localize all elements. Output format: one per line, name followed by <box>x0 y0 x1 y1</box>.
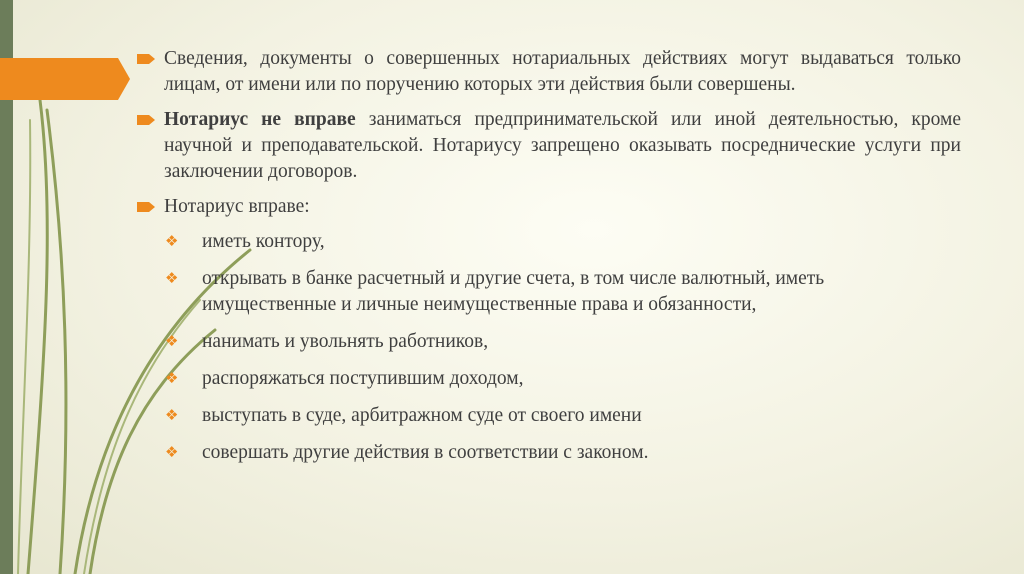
sub-bullet <box>135 366 961 392</box>
bullet-text: Сведения, документы о совершенных нотариальных действиях могут выдаваться только лицам, от имени или по поручению которых эти действия были совершены. <box>164 48 961 95</box>
diamond-cluster-icon: ❖ <box>165 232 177 250</box>
arrow-bullet-icon <box>137 54 155 64</box>
sub-bullet <box>135 403 961 429</box>
diamond-cluster-icon: ❖ <box>165 443 177 461</box>
sub-bullet-text: открывать в банке расчетный и другие счета, в том числе валютный, иметь имущественные и личные неимущественные права и обязанности, <box>202 268 825 315</box>
diamond-cluster-icon: ❖ <box>165 369 177 387</box>
bullet-text: Нотариус вправе: <box>164 196 310 217</box>
sub-bullet <box>135 329 961 355</box>
sub-bullet <box>135 229 961 255</box>
sub-bullet <box>135 440 961 466</box>
bullet-notary-rights <box>135 194 961 220</box>
diamond-cluster-icon: ❖ <box>165 269 177 287</box>
slide-content <box>135 46 961 477</box>
bullet-notary-restrictions <box>135 107 961 185</box>
sub-bullet-text: нанимать и увольнять работников, <box>202 331 489 352</box>
diamond-cluster-icon: ❖ <box>165 332 177 350</box>
bullet-info-disclosure <box>135 46 961 98</box>
arrow-bullet-icon <box>137 202 155 212</box>
arrow-bullet-icon <box>137 115 155 125</box>
rights-sub-list <box>135 229 961 466</box>
diamond-cluster-icon: ❖ <box>165 406 177 424</box>
sub-bullet <box>135 266 961 318</box>
bullet-text: заниматься предпринимательской или иной деятельностью, кроме научной и преподавательской. Нотариусу запрещено оказывать посреднические услуги при заключении договоров. <box>164 109 961 182</box>
bullet-bold-lead: Нотариус не вправе <box>164 109 356 130</box>
accent-tab <box>0 58 130 100</box>
sub-bullet-text: выступать в суде, арбитражном суде от своего имени <box>202 405 642 426</box>
sub-bullet-text: иметь контору, <box>202 231 325 252</box>
sub-bullet-text: совершать другие действия в соответствии с законом. <box>202 442 649 463</box>
sub-bullet-text: распоряжаться поступившим доходом, <box>202 368 524 389</box>
